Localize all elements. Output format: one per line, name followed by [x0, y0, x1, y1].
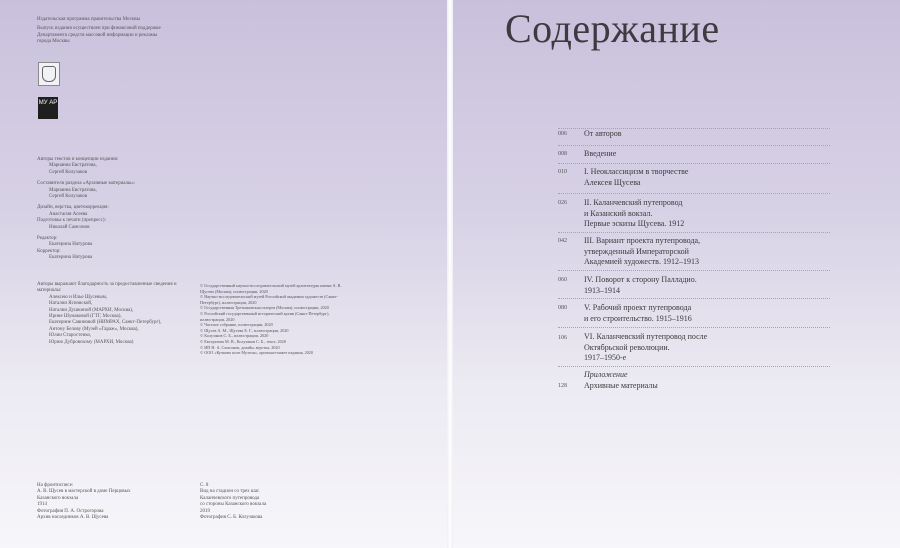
right-page	[453, 0, 900, 548]
copyright-notices: © Государственный научно-исследовательский музей архитектуры имени А. В. Щусева (Москва), иллюстрации, 2020 © Научно-исследовательский музей Российской академии художеств (Санкт-Петербург), иллюстрации, 2020 © Государственная Третьяковская галерея (Москва), иллюстрации, 2020 © Российский государственный исторический архив (Санкт-Петербург), иллюстрации, 2020 © Частное собрание, иллюстрации, 2020 © Щусев А. М., Щусева Е. Г., иллюстрации, 2020 © Колузаков С. Б., иллюстрации, 2020 © Евстратова М. В., Колузаков С. Б., текст, 2020 © ИП Н. А. Самсонов, дизайн, верстка, 2020 © ООО «Кучково поле Музеон», оригинал-макет издания, 2020	[200, 283, 342, 356]
toc-divider	[558, 366, 830, 367]
toc-divider	[558, 270, 830, 271]
toc-divider	[558, 145, 830, 146]
toc-page-number: 006	[558, 131, 567, 137]
credit-compilers: Составители раздела «Архивные материалы»: Марианна Евстратова, Сергей Колузаков	[37, 181, 136, 200]
toc-divider	[558, 232, 830, 233]
toc-page-number: 026	[558, 200, 567, 206]
left-page	[0, 0, 447, 548]
toc-page-number: 042	[558, 238, 567, 244]
muar-logo: МУ АР	[38, 97, 58, 119]
toc-entry[interactable]: Введение	[584, 149, 617, 158]
credit-editor: Редактор: Екатерина Натурова Корректор: Екатерина Натурова	[37, 236, 93, 261]
acknowledgements: Авторы выражают благодарность за предоставленные сведения и материалы: Алексею и Илье Щусевым, Наталии Ясновской, Наталии Душкиной (МАРХИ, Москва), Ирине Шумаковой (ГТГ, Москва), Екатерине Савиновой (НИМРАХ, Санкт-Петербург), Антону Белову (Музей «Гараж», Москва), Юлии Старостенко, Юрию Дубровскому (МАРХИ, Москва)	[37, 282, 177, 345]
toc-divider	[558, 298, 830, 299]
toc-page-number: 106	[558, 335, 567, 341]
credit-authors: Авторы текстов и концепции издания: Марианна Евстратова, Сергей Колузаков	[37, 157, 119, 175]
toc-divider	[558, 193, 830, 194]
publisher-info	[37, 17, 167, 49]
toc-page-number: 010	[558, 169, 567, 175]
toc-entry[interactable]: II. Каланчевский путепровод и Казанский вокзал. Первые эскизы Щусева. 1912	[584, 198, 685, 228]
appendix-label: Приложение	[584, 370, 628, 379]
toc-entry[interactable]: VI. Каланчевский путепровод после Октябрьской революции. 1917–1950-е	[584, 332, 708, 362]
toc-page-number: 080	[558, 305, 567, 311]
credits-block	[37, 157, 187, 267]
toc-divider	[558, 327, 830, 328]
toc-entry[interactable]: IV. Поворот к сторону Палладио. 1913–1914	[584, 275, 697, 295]
moscow-emblem-icon	[38, 62, 60, 86]
toc-page-number: 008	[558, 151, 567, 157]
toc-title: Содержание	[505, 6, 720, 51]
toc-page-number: 128	[558, 383, 567, 389]
frontispiece-caption: На фронтисписе: А. В. Щусев в мастерской в доме Перцовых Казанского вокзала 1914 Фотография П. А. Острогорова Архив наследников А. В. Щусева	[37, 483, 131, 521]
toc-entry[interactable]: V. Рабочий проект путепровода и его строительство. 1915–1916	[584, 303, 692, 323]
page-8-caption: С. 8 Вид на стадион со трех шаг. Каланчевского путепровода со стороны Казанского вокзала 2019 Фотография С. Б. Колузакова	[200, 483, 267, 521]
publisher-support: Выпуск издания осуществлен при финансовой поддержке Департамента средств массовой информации и рекламы города Москвы	[37, 26, 161, 45]
toc-page-number: 060	[558, 277, 567, 283]
toc-entry[interactable]: I. Неоклассицизм в творчестве Алексея Щусева	[584, 167, 689, 187]
toc-entry[interactable]: III. Вариант проекта путепровода, утвержденный Императорской Академией художеств. 1912–1913	[584, 236, 701, 266]
toc-entry[interactable]: От авторов	[584, 129, 622, 138]
toc-divider	[558, 163, 830, 164]
toc-entry-appendix[interactable]: Архивные материалы	[584, 381, 658, 390]
publisher-program: Издательская программа правительства Москвы	[37, 17, 140, 22]
credit-design: Дизайн, верстка, цветокоррекция: Анастасия Асеева Подготовка к печати (препресс): Николай Самсонов	[37, 205, 109, 230]
